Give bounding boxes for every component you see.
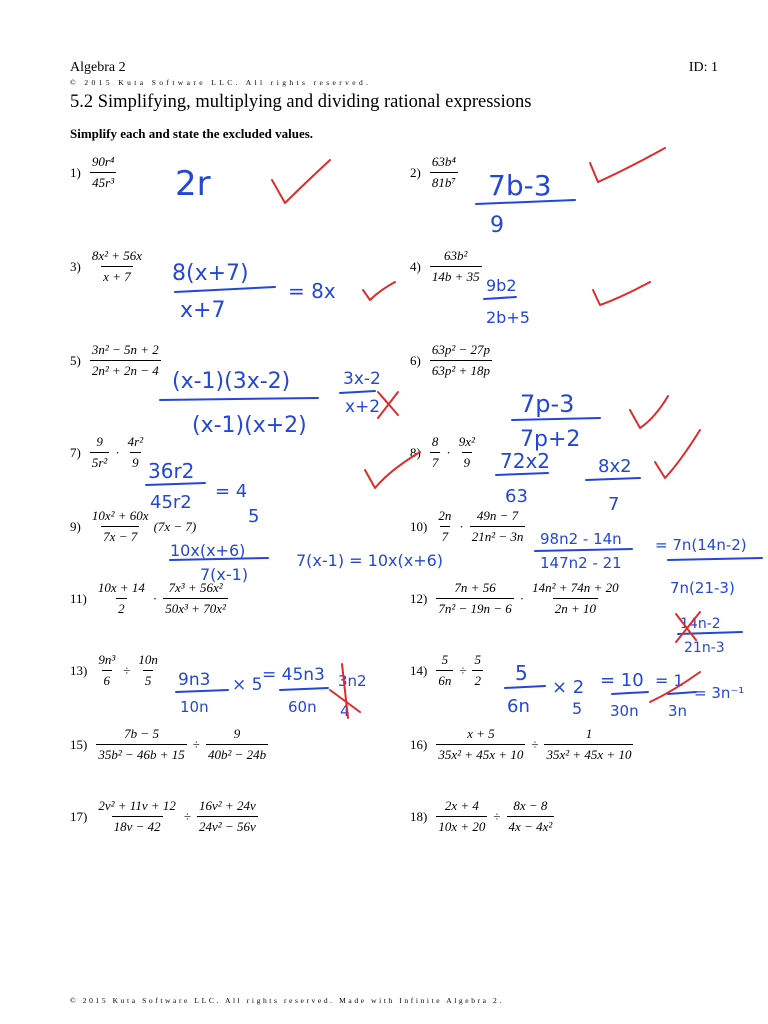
fraction: $\frac{8x - 8}{\text{4x − 4x²}}$ bbox=[508, 798, 553, 834]
answer-5-reduced-denominator: x+2 bbox=[345, 397, 381, 417]
answer-10-denominator: 147n2 - 21 bbox=[540, 554, 622, 572]
fraction-bar-ink bbox=[476, 200, 575, 204]
problem-number: 8) bbox=[410, 444, 421, 460]
answer-10-result-numerator: = 7n(14n-2) bbox=[655, 536, 747, 554]
fraction-bar-ink bbox=[612, 692, 648, 694]
fraction-bar-ink bbox=[280, 688, 328, 690]
cross-mark-icon bbox=[676, 612, 700, 642]
fraction-bar-ink bbox=[146, 483, 205, 485]
checkmark-icon bbox=[363, 282, 395, 300]
fraction: $\frac{10x + 14}{2}$ bbox=[97, 580, 145, 616]
fraction: $\frac{7n + 56}{\text{7n² − 19n − 6}}$ bbox=[438, 580, 512, 616]
problem-4 bbox=[410, 248, 485, 285]
problem-6 bbox=[410, 342, 495, 379]
fraction: $\frac{\text{14n² + 74n + 20}}{2n + 10}$ bbox=[532, 580, 619, 616]
answer-3-numerator: 8(x+7) bbox=[172, 261, 249, 286]
problem-8 bbox=[410, 434, 480, 471]
problem-12 bbox=[410, 580, 624, 617]
fraction-bar-ink bbox=[175, 287, 275, 292]
answer-3-result: = 8x bbox=[288, 279, 336, 303]
problem-number: 6) bbox=[410, 352, 421, 368]
fraction: $\frac{9}{\text{40b² − 24b}}$ bbox=[207, 726, 267, 762]
problem-number: 14) bbox=[410, 662, 428, 678]
fraction: $\frac{\text{9n³}}{6}$ bbox=[98, 652, 116, 688]
answer-14-denominator: 6n bbox=[507, 696, 530, 717]
fraction-bar-ink bbox=[484, 297, 516, 299]
fraction: $\frac{\text{4r²}}{9}$ bbox=[127, 434, 144, 470]
answer-13-denominator: 10n bbox=[180, 698, 209, 716]
answer-8-denominator: 63 bbox=[505, 486, 528, 507]
answer-9-result: 7(x-1) = 10x(x+6) bbox=[296, 551, 444, 570]
problem-number: 18) bbox=[410, 808, 428, 824]
fraction-bar-ink bbox=[668, 558, 762, 560]
answer-14-numerator: 5 bbox=[515, 661, 528, 685]
operator: ÷ bbox=[123, 662, 131, 678]
checkmark-icon bbox=[272, 160, 330, 203]
answer-14-reduced-numerator: = 1 bbox=[655, 671, 684, 690]
answer-14-multiplier-denominator: 5 bbox=[572, 699, 583, 718]
operator: · bbox=[446, 444, 451, 460]
problem-1 bbox=[70, 154, 119, 191]
problem-number: 2) bbox=[410, 164, 421, 180]
problem-number: 10) bbox=[410, 518, 428, 534]
cross-mark-icon bbox=[378, 392, 398, 418]
fraction: $\frac{\text{9x²}}{9}$ bbox=[458, 434, 475, 470]
answer-8-reduced-denominator: 7 bbox=[608, 494, 620, 515]
checkmark-icon bbox=[590, 148, 665, 182]
operator: ÷ bbox=[183, 808, 192, 824]
problem-9 bbox=[70, 508, 196, 545]
answer-7-result-denominator: 5 bbox=[248, 506, 260, 527]
fraction: $\frac{\text{90r⁴}}{\text{45r³}}$ bbox=[91, 154, 115, 190]
answer-5-reduced-numerator: 3x-2 bbox=[343, 369, 381, 389]
checkmark-icon bbox=[593, 282, 650, 305]
answer-13-reduced-numerator: 3n2 bbox=[338, 672, 367, 690]
operator: · bbox=[519, 590, 525, 606]
problem-number: 15) bbox=[70, 736, 88, 752]
fraction: $\frac{\text{3n² − 5n + 2}}{\text{2n² + 2n − 4}}$ bbox=[91, 342, 159, 378]
problem-number: 4) bbox=[410, 258, 421, 274]
fraction: $\frac{8}{7}$ bbox=[431, 434, 439, 470]
fraction-bar-ink bbox=[505, 686, 545, 688]
answer-14-final: = 3n⁻¹ bbox=[694, 684, 745, 702]
fraction-bar-ink bbox=[512, 418, 600, 420]
answer-3-denominator: x+7 bbox=[180, 298, 226, 323]
fraction: $\frac{2n}{7}$ bbox=[438, 508, 452, 544]
problem-5 bbox=[70, 342, 164, 379]
fraction: $\frac{\text{2v² + 11v + 12}}{18v - 42}$ bbox=[98, 798, 176, 834]
fraction: $\frac{\text{63b²}}{14b + 35}$ bbox=[431, 248, 480, 284]
problem-13 bbox=[70, 652, 163, 689]
answer-6-numerator: 7p-3 bbox=[520, 390, 575, 418]
course-name: Algebra 2 bbox=[70, 60, 126, 75]
footer-copyright: © 2015 Kuta Software LLC. All rights reserved. Made with Infinite Algebra 2. bbox=[70, 996, 504, 1005]
problem-16 bbox=[410, 726, 636, 763]
fraction-bar-ink bbox=[176, 690, 228, 692]
problem-17 bbox=[70, 798, 261, 835]
problem-number: 1) bbox=[70, 164, 81, 180]
fraction: $\frac{\text{7x³ + 56x²}}{\text{50x³ + 70x²}}$ bbox=[165, 580, 226, 616]
problem-10 bbox=[410, 508, 528, 545]
fraction: $\frac{10n}{5}$ bbox=[138, 652, 158, 688]
answer-14-reduced-denominator: 3n bbox=[668, 702, 688, 720]
problem-3 bbox=[70, 248, 147, 285]
fraction: $\frac{1}{\text{35x² + 45x + 10}}$ bbox=[546, 726, 632, 762]
answer-7-denominator: 45r2 bbox=[150, 492, 192, 513]
answer-13-result-denominator: 60n bbox=[288, 698, 317, 716]
fraction: $\frac{\text{10x² + 60x}}{7x - 7}$ bbox=[91, 508, 149, 544]
checkmark-icon bbox=[650, 672, 700, 702]
answer-9-numerator: 10x(x+6) bbox=[170, 541, 246, 560]
operator: · bbox=[152, 590, 158, 606]
fraction: $\frac{49n - 7}{\text{21n² − 3n}}$ bbox=[471, 508, 524, 544]
answer-7-numerator: 36r2 bbox=[148, 459, 195, 483]
worksheet-title: 5.2 Simplifying, multiplying and dividing rational expressions bbox=[70, 92, 532, 112]
fraction: $\frac{\text{63b⁴}}{\text{81b⁷}}$ bbox=[431, 154, 456, 190]
fraction: $\frac{5}{6n}$ bbox=[438, 652, 452, 688]
fraction: $\frac{\text{63p² − 27p}}{\text{63p² + 18p}}$ bbox=[431, 342, 491, 378]
answer-13-numerator: 9n3 bbox=[178, 670, 211, 690]
problem-number: 16) bbox=[410, 736, 428, 752]
answer-14-result-numerator: = 10 bbox=[600, 670, 644, 691]
fraction-bar-ink bbox=[340, 391, 375, 393]
problem-11 bbox=[70, 580, 231, 617]
answer-10-numerator: 98n2 - 14n bbox=[540, 530, 622, 548]
answer-7-result-numerator: = 4 bbox=[215, 481, 248, 502]
answer-10-reduced-denominator: 21n-3 bbox=[684, 640, 725, 656]
problem-number: 11) bbox=[70, 590, 87, 606]
fraction: $\frac{7b - 5}{\text{35b² − 46b + 15}}$ bbox=[98, 726, 185, 762]
instructions: Simplify each and state the excluded values. bbox=[70, 126, 314, 141]
fraction-bar-ink bbox=[678, 632, 742, 634]
checkmark-icon bbox=[630, 396, 668, 428]
fraction: $\frac{5}{2}$ bbox=[474, 652, 481, 688]
cross-mark-icon bbox=[330, 664, 360, 718]
factor: (7x − 7) bbox=[153, 518, 197, 534]
fraction-bar-ink bbox=[535, 549, 632, 551]
answer-13-multiplier: × 5 bbox=[232, 675, 263, 695]
fraction-bar-ink bbox=[170, 558, 268, 560]
checkmark-icon bbox=[655, 430, 700, 478]
fraction-bar-ink bbox=[160, 398, 318, 400]
fraction: $\frac{x + 5}{\text{35x² + 45x + 10}}$ bbox=[438, 726, 524, 762]
problem-2 bbox=[410, 154, 461, 191]
answer-4-numerator: 9b2 bbox=[486, 276, 517, 295]
operator: · bbox=[115, 444, 120, 460]
answer-9-denominator: 7(x-1) bbox=[200, 565, 249, 584]
problem-number: 13) bbox=[70, 662, 88, 678]
problem-number: 9) bbox=[70, 518, 81, 534]
answer-2-denominator: 9 bbox=[490, 213, 504, 238]
fraction-bar-ink bbox=[586, 478, 640, 480]
fraction: $\frac{9}{\text{5r²}}$ bbox=[91, 434, 108, 470]
answer-10-reduced-numerator: 14n-2 bbox=[680, 616, 721, 632]
operator: ÷ bbox=[459, 662, 467, 678]
problem-number: 5) bbox=[70, 352, 81, 368]
fraction-bar-ink bbox=[668, 692, 696, 694]
operator: ÷ bbox=[531, 736, 539, 752]
problem-number: 12) bbox=[410, 590, 428, 606]
fraction-bar-ink bbox=[496, 473, 548, 475]
problem-number: 17) bbox=[70, 808, 88, 824]
answer-6-denominator: 7p+2 bbox=[520, 427, 581, 452]
answer-2-numerator: 7b-3 bbox=[488, 169, 552, 202]
answer-4-denominator: 2b+5 bbox=[486, 308, 530, 327]
operator: ÷ bbox=[192, 736, 200, 752]
answer-1: 2r bbox=[175, 164, 211, 204]
worksheet-id: ID: 1 bbox=[688, 60, 718, 75]
fraction: $\frac{2x + 4}{10x + 20}$ bbox=[438, 798, 486, 834]
operator: ÷ bbox=[493, 808, 501, 824]
problem-18 bbox=[410, 798, 557, 835]
operator: · bbox=[459, 518, 464, 534]
answer-8-reduced-numerator: 8x2 bbox=[598, 456, 632, 477]
problem-number: 7) bbox=[70, 444, 81, 460]
fraction: $\frac{\text{8x² + 56x}}{x + 7}$ bbox=[91, 248, 143, 284]
problem-7 bbox=[70, 434, 148, 471]
answer-14-multiplier: × 2 bbox=[552, 677, 585, 698]
problem-14 bbox=[410, 652, 486, 689]
answer-14-result-denominator: 30n bbox=[610, 702, 639, 720]
answer-13-reduced-denominator: 4 bbox=[340, 702, 350, 720]
answer-5-numerator: (x-1)(3x-2) bbox=[172, 369, 291, 394]
answer-13-result-numerator: = 45n3 bbox=[262, 665, 325, 685]
answer-8-numerator: 72x2 bbox=[500, 449, 551, 473]
problem-15 bbox=[70, 726, 271, 763]
answer-5-denominator: (x-1)(x+2) bbox=[192, 413, 307, 438]
answer-10-result-denominator: 7n(21-3) bbox=[670, 579, 735, 597]
problem-number: 3) bbox=[70, 258, 81, 274]
fraction: $\frac{\text{16v² + 24v}}{\text{24v² − 56v}}$ bbox=[199, 798, 256, 834]
copyright-line: © 2015 Kuta Software LLC. All rights reserved. bbox=[70, 78, 372, 87]
